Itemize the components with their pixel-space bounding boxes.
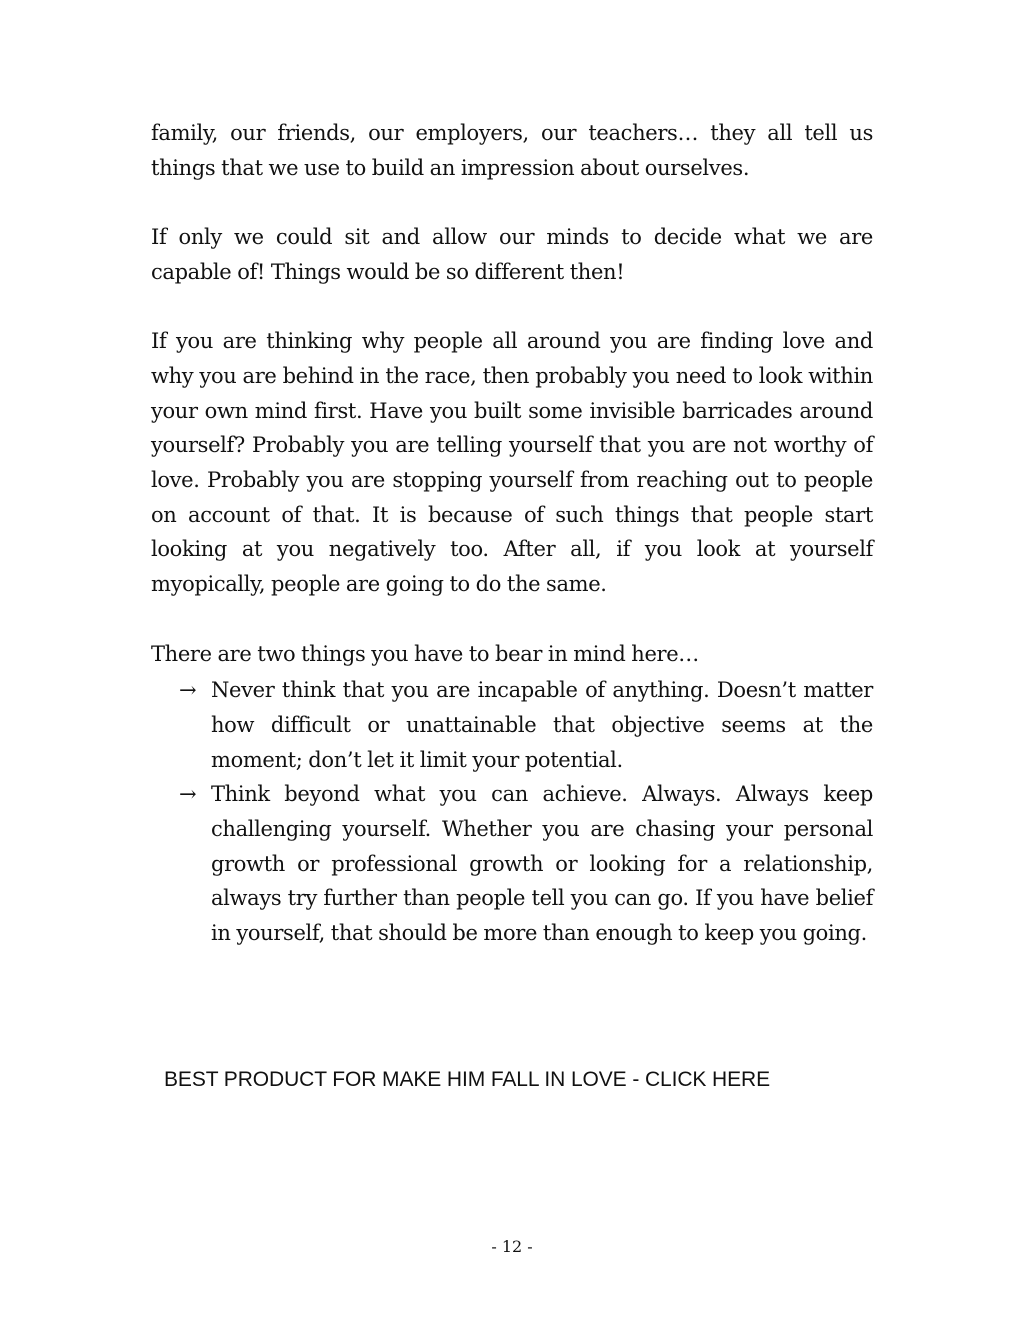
paragraph-2: If only we could sit and allow our minds to decide what we are capable of! Things would be so different then! (151, 225, 873, 284)
paragraph-4: There are two things you have to bear in mind here… (151, 641, 699, 666)
body-text (151, 116, 873, 951)
bullet-text-1: Never think that you are incapable of anything. Doesn’t matter how difficult or unattainable that objective seems at the moment; don’t let it limit your potential. (211, 678, 873, 772)
bullet-list (151, 673, 873, 951)
paragraph-3: If you are thinking why people all around you are finding love and why you are behind in the race, then probably you need to look within your own mind first. Have you built some invisible barricades around yourself? Probably you are telling yourself that you are not worthy of love. Probably you are stopping yourself from reaching out to people on account of that. It is because of such things that people start looking at you negatively too. After all, if you look at yourself myopically, people are going to do the same. (151, 329, 873, 597)
arrow-right-icon: → (179, 678, 197, 703)
page-number: - 12 - (491, 1237, 533, 1256)
product-link[interactable]: BEST PRODUCT FOR MAKE HIM FALL IN LOVE - CLICK HERE (164, 1068, 770, 1091)
bullet-text-2: Think beyond what you can achieve. Always. Always keep challenging yourself. Whether you are chasing your personal growth or professional growth or looking for a relationship, always try further than people tell you can go. If you have belief in yourself, that should be more than enough to keep you going. (211, 782, 873, 946)
bullet-item-2 (151, 777, 873, 951)
arrow-right-icon: → (179, 782, 197, 807)
bullet-item-1 (151, 673, 873, 777)
paragraph-1: family, our friends, our employers, our teachers… they all tell us things that we use to build an impression about ourselves. (151, 121, 873, 180)
